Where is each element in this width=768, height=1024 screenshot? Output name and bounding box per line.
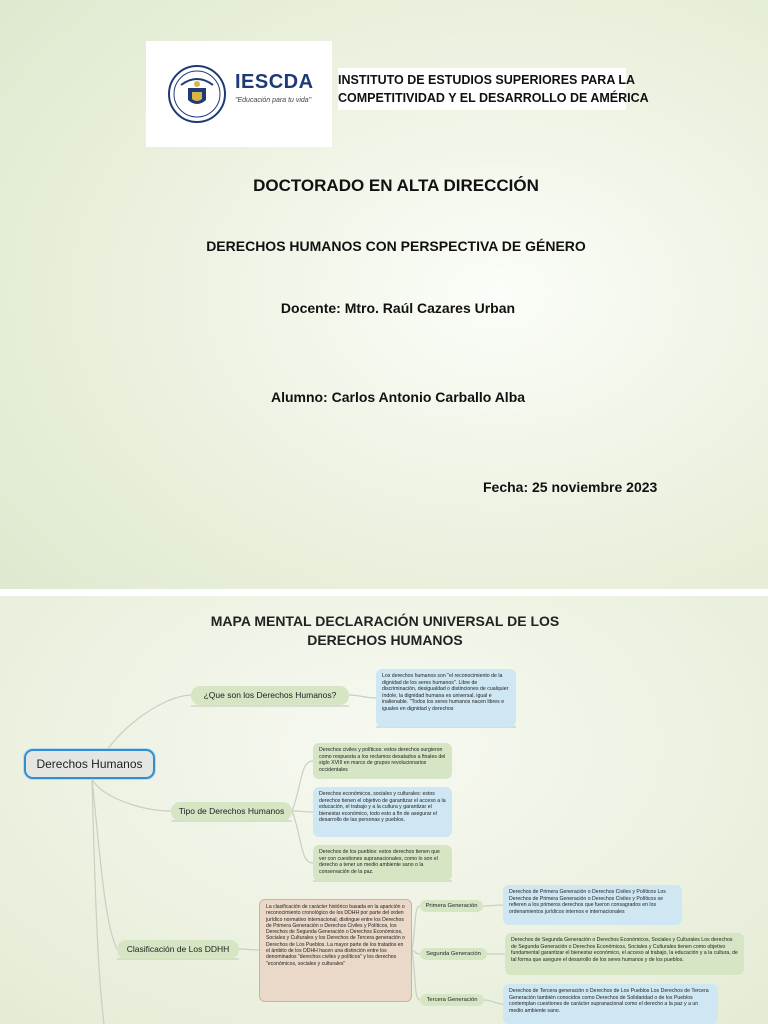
leaf-civiles-politicos: Derechos civiles y políticos: estos derechos surgieron como respuesta a los reclamos desatados a finales del siglo XVIII en marco de grupos revolucionarios occidentales [313,743,452,779]
root-node: Derechos Humanos [24,749,155,779]
institution-logo [146,41,332,147]
institution-name [338,68,649,110]
mind-map-title-line1: MAPA MENTAL DECLARACIÓN UNIVERSAL DE LOS [210,613,560,629]
seal-icon [168,65,226,123]
generation-tercera: Tercera Generación [420,994,484,1006]
logo-tagline: "Educación para tu vida" [235,97,312,104]
generation-segunda-description: Derechos de Segunda Generación o Derechos Económicos, Sociales y Culturales Los derechos de Segunda Generación o Derechos Económicos, Sociales y Culturales tienen como objetivo fundamental garantizar el bienestar económico, el acceso al trabajo, la educación y a la cultura, de tal forma que asegure el desarrollo de los seres humanos y de los pueblos. [505,933,744,975]
connector-root-b2 [92,779,171,811]
connector-root-down [92,779,104,1024]
branch-clasificacion: Clasificación de Los DDHH [117,940,239,959]
date: Fecha: 25 noviembre 2023 [483,479,658,495]
generation-segunda: Segunda Generación [420,948,487,960]
generation-tercera-description: Derechos de Tercera generación o Derechos de Los Pueblos Los Derechos de Tercera Generación también conocidos como Derechos de Solidaridad o de los Pueblos contemplan cuestiones de carácter supranacional como el derecho a la paz y a un medio ambiente sano. [503,984,718,1024]
mind-map-slide [0,596,768,1024]
generation-primera: Primera Generación [420,900,483,912]
connector-b3-leaf [239,949,259,950]
connector-b2-leaf3 [292,811,313,863]
teacher-name: Docente: Mtro. Raúl Cazares Urban [280,300,516,316]
leaf-definicion: Los derechos humanos son "el reconocimiento de la dignidad de los seres humanos". Libre de discriminación, desigualdad o distinciones de cualquier índole, la dignidad humana es universal, igual e inalienable. "Todos los seres humanos nacen libres e iguales en dignidad y derechos [376,669,516,727]
leaf-clasificacion-historica: La clasificación de carácter histórico basada en la aparición o reconocimiento cronológico de los DDHH por parte del orden jurídico normativo internacional, distingue entre los Derechos de Primera Generación o Derechos Civiles y Políticos, los Derechos de Segunda Generación o Derechos Económicos, Sociales y Culturales y los Derechos de Tercera generación o Derechos de Los Pueblos. La mayor parte de los tratados en el ámbito de los DDHH hacen una distinción entre los denominados "derechos civiles y políticos" y los derechos "económicos, sociales y culturales" [259,899,412,1002]
student-name: Alumno: Carlos Antonio Carballo Alba [270,389,526,405]
generation-primera-description: Derechos de Primera Generación o Derechos Civiles y Políticos Los Derechos de Primera Generación o Derechos Civiles y Políticos se refieren a los primeros derechos que fueron consagrados en los ordenamientos jurídicos internos e internacionales [503,885,682,925]
connector-b2-leaf2 [292,811,313,812]
branch-tipos: Tipo de Derechos Humanos [171,802,292,821]
institution-name-line1: INSTITUTO DE ESTUDIOS SUPERIORES PARA LA [338,73,636,87]
leaf-pueblos: Derechos de los pueblos: estos derechos tienen que ver con cuestiones supranacionales, como lo son el derecho a tener un medio ambiente sano o la conservación de la paz. [313,845,452,881]
connector-b1-leaf [349,695,376,698]
connector-leaf3-gen2 [412,950,420,954]
course-title: DERECHOS HUMANOS CON PERSPECTIVA DE GÉNERO [206,238,586,254]
connector-gen1-desc [483,905,503,906]
branch-que-son: ¿Que son los Derechos Humanos? [191,686,349,705]
connector-leaf3-gen1 [412,906,420,950]
connector-root-b3 [92,779,117,949]
connector-leaf3-gen3 [412,950,420,1000]
program-title: DOCTORADO EN ALTA DIRECCIÓN [253,176,539,195]
connector-gen3-desc [484,1000,503,1004]
mind-map-title-line2: DERECHOS HUMANOS [307,632,463,648]
institution-name-line2: COMPETITIVIDAD Y EL DESARROLLO DE AMÉRICA [338,91,649,105]
leaf-economicos-sociales: Derechos económicos, sociales y culturales: estos derechos tienen el objetivo de garantizar el acceso a la educación, el trabajo y a la cultura y garantizar el bienestar económico, todo esto a fin de asegurar el desarrollo de las personas y pueblos. [313,787,452,837]
logo-wordmark: IESCDA [235,71,314,93]
connector-b2-leaf1 [292,761,313,811]
